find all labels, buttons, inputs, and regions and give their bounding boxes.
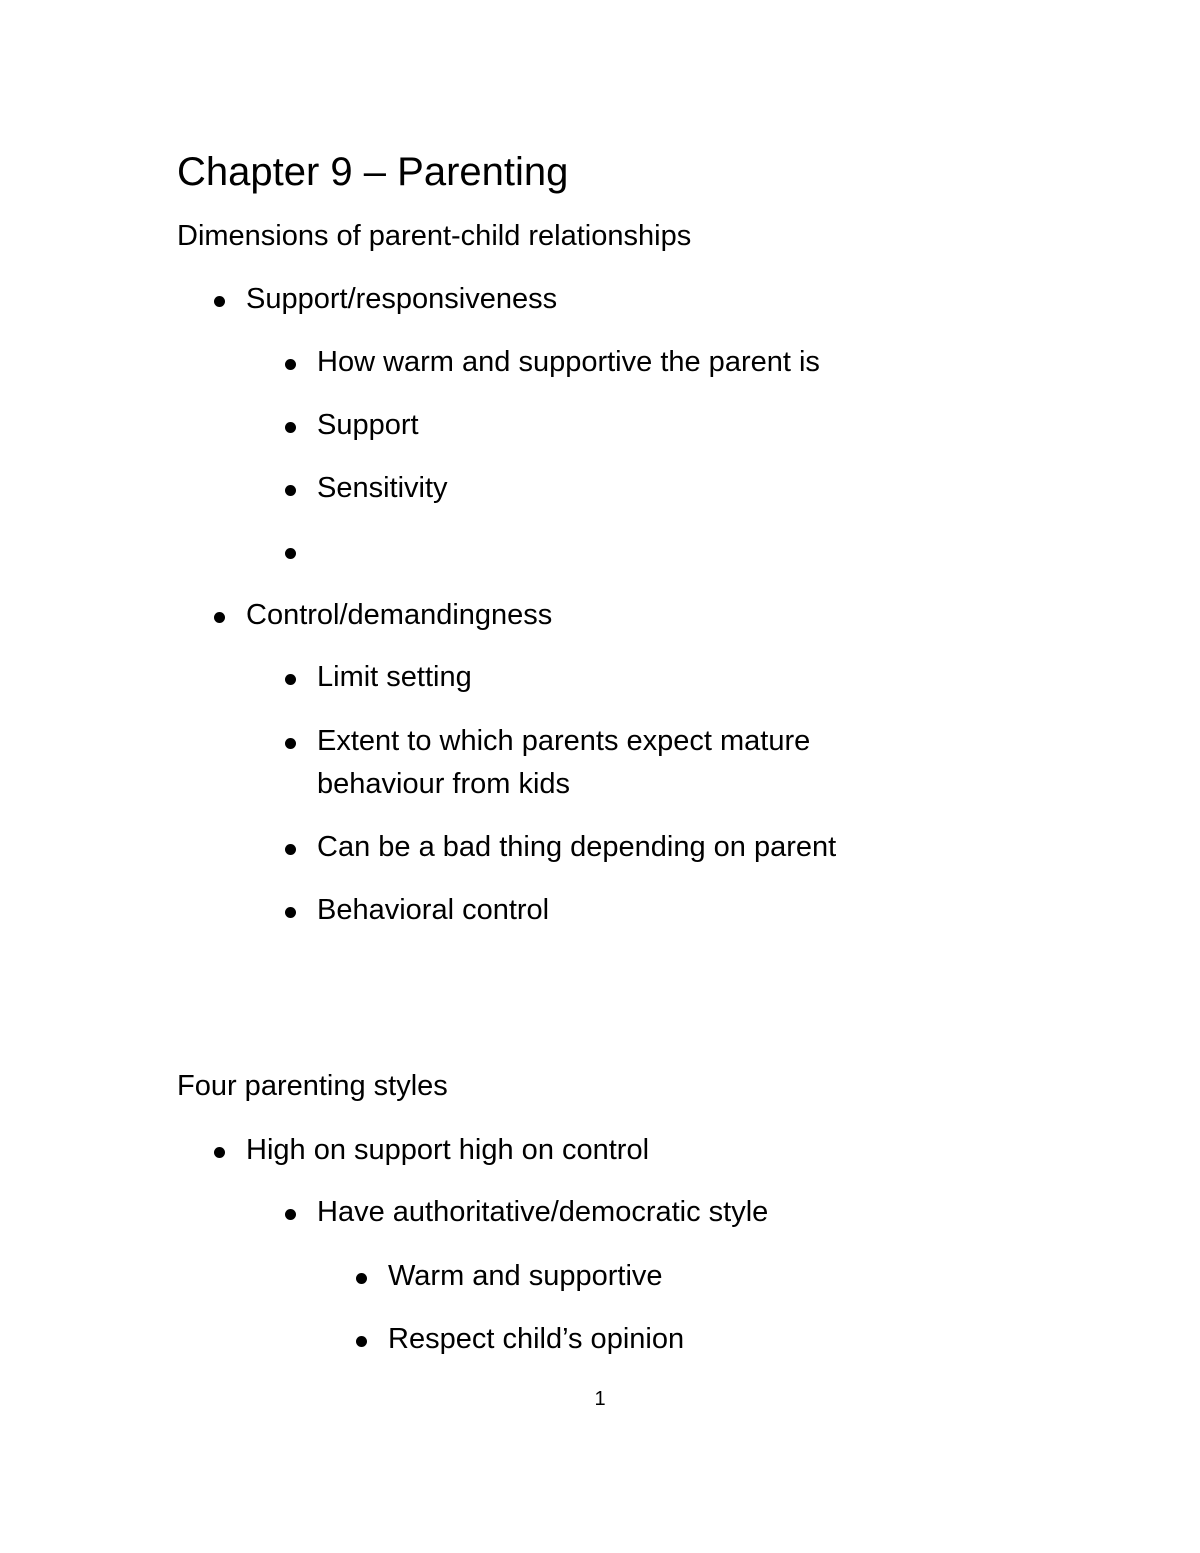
bullet-icon <box>214 612 225 623</box>
bullet-icon <box>214 296 225 307</box>
bullet-icon <box>356 1336 367 1347</box>
list-item-text: Have authoritative/democratic style <box>317 1196 769 1228</box>
page-title: Chapter 9 – Parenting <box>177 150 569 194</box>
bullet-icon <box>285 844 296 855</box>
bullet-icon <box>285 738 296 749</box>
list-item-text: Behavioral control <box>317 894 550 926</box>
list-item-text: Extent to which parents expect mature behaviour from kids <box>317 725 811 800</box>
list-item-text: High on support high on control <box>246 1134 650 1166</box>
bullet-icon <box>356 1273 367 1284</box>
section-heading-parenting-styles: Four parenting styles <box>177 1070 448 1102</box>
bullet-icon <box>285 674 296 685</box>
bullet-icon <box>285 1209 296 1220</box>
bullet-icon <box>285 359 296 370</box>
bullet-icon <box>285 907 296 918</box>
list-item-text: Can be a bad thing depending on parent <box>317 831 837 863</box>
list-item-text: Respect child’s opinion <box>388 1323 685 1355</box>
bullet-icon <box>285 422 296 433</box>
list-item-text: Warm and supportive <box>388 1260 663 1292</box>
bullet-icon <box>285 548 296 559</box>
bullet-icon <box>214 1147 225 1158</box>
page-number: 1 <box>594 1388 606 1410</box>
list-item-text: Support <box>317 409 419 441</box>
list-item-text: Support/responsiveness <box>246 283 558 315</box>
bullet-icon <box>285 485 296 496</box>
list-item-text: Control/demandingness <box>246 599 553 631</box>
list-item-text: Sensitivity <box>317 472 448 504</box>
list-item-text: Limit setting <box>317 661 472 693</box>
list-item-text: How warm and supportive the parent is <box>317 346 820 378</box>
section-heading-dimensions: Dimensions of parent-child relationships <box>177 220 692 252</box>
